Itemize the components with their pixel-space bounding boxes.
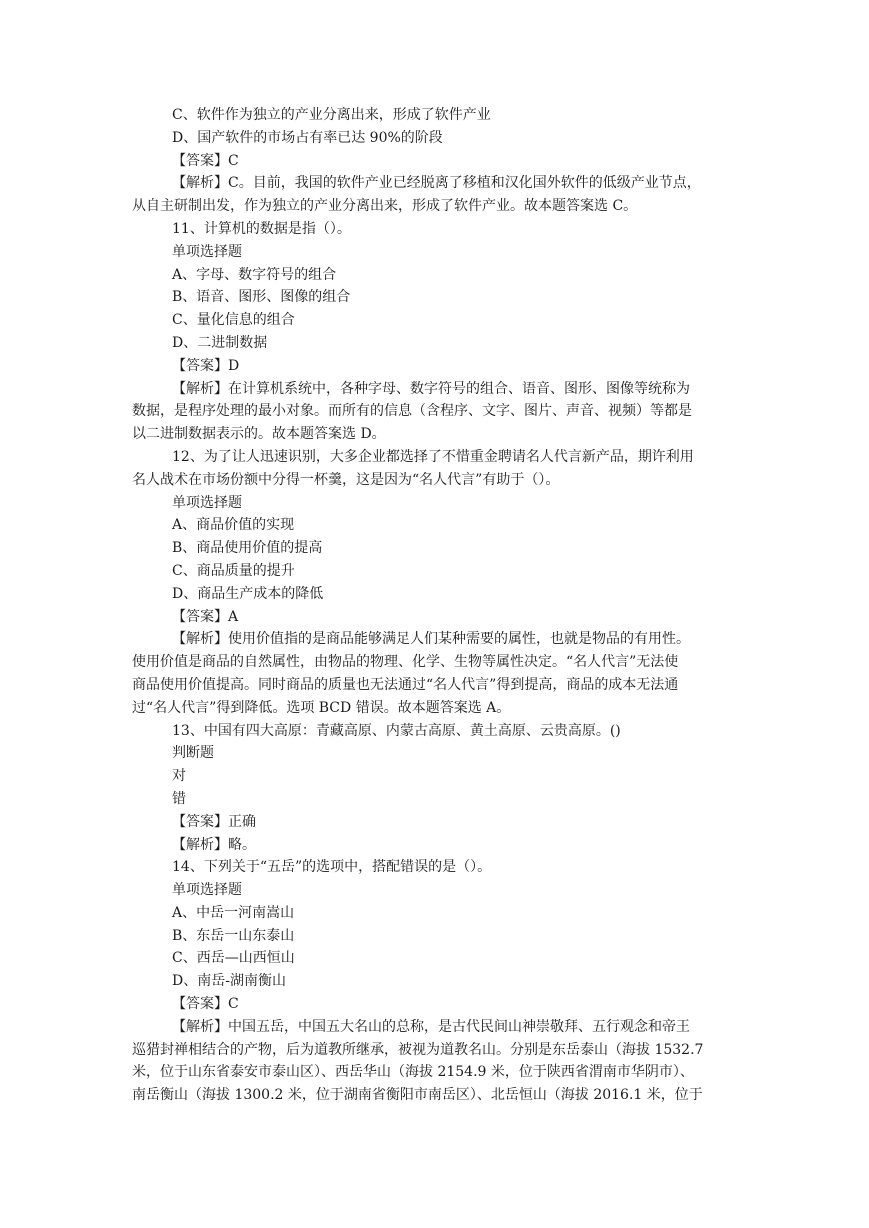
text-line: 【解析】使用价值指的是商品能够满足人们某种需要的属性，也就是物品的有用性。 — [172, 631, 690, 648]
text-line: 单项选择题 — [172, 882, 242, 899]
text-line: 单项选择题 — [172, 494, 242, 511]
text-line: 使用价值是商品的自然属性，由物品的物理、化学、生物等属性决定。“名人代言”无法使 — [132, 654, 679, 671]
text-line: 判断题 — [172, 745, 214, 762]
text-line: 米，位于山东省泰安市泰山区）、西岳华山（海拔 2154.9 米，位于陕西省渭南市华阴市）、 — [132, 1064, 694, 1081]
text-line: 【答案】D — [172, 357, 240, 374]
text-line: D、南岳-湖南衡山 — [172, 973, 286, 990]
text-line: 对 — [172, 768, 186, 785]
text-line: B、商品使用价值的提高 — [172, 540, 323, 557]
text-line: C、量化信息的组合 — [172, 312, 295, 329]
text-line: 【答案】C — [172, 152, 239, 169]
text-line: D、二进制数据 — [172, 334, 268, 351]
text-line: B、东岳一山东泰山 — [172, 927, 295, 944]
text-line: 商品使用价值提高。同时商品的质量也无法通过“名人代言”得到提高，商品的成本无法通 — [132, 676, 679, 693]
text-line: A、字母、数字符号的组合 — [172, 266, 337, 283]
text-line: 【答案】A — [172, 608, 239, 625]
text-line: 【答案】C — [172, 996, 239, 1013]
text-line: 【答案】正确 — [172, 813, 256, 830]
text-line: 单项选择题 — [172, 243, 242, 260]
text-line: 过“名人代言”得到降低。选项 BCD 错误。故本题答案选 A。 — [132, 699, 511, 716]
text-line: C、商品质量的提升 — [172, 562, 295, 579]
text-line: 13、中国有四大高原：青藏高原、内蒙古高原、黄土高原、云贵高原。() — [172, 722, 621, 739]
text-line: A、商品价值的实现 — [172, 517, 295, 534]
text-line: 【解析】在计算机系统中，各种字母、数字符号的组合、语音、图形、图像等统称为 — [172, 380, 690, 397]
text-line: 【解析】略。 — [172, 836, 256, 853]
text-line: 从自主研制出发，作为独立的产业分离出来，形成了软件产业。故本题答案选 C。 — [132, 198, 638, 215]
text-line: A、中岳一河南嵩山 — [172, 904, 295, 921]
text-line: 名人战术在市场份额中分得一杯羹，这是因为“名人代言”有助于（）。 — [132, 471, 560, 488]
text-line: 巡猎封禅相结合的产物，后为道教所继承，被视为道教名山。分别是东岳泰山（海拔 1532.7 — [132, 1041, 704, 1058]
text-line: 以二进制数据表示的。故本题答案选 D。 — [132, 426, 386, 443]
text-line: 南岳衡山（海拔 1300.2 米，位于湖南省衡阳市南岳区）、北岳恒山（海拔 2016.1 米，位于 — [132, 1087, 703, 1104]
text-line: 数据，是程序处理的最小对象。而所有的信息（含程序、文字、图片、声音、视频）等都是 — [132, 403, 692, 420]
text-line: C、软件作为独立的产业分离出来，形成了软件产业 — [172, 107, 491, 123]
text-line: D、国产软件的市场占有率已达 90%的阶段 — [172, 129, 443, 146]
text-line: 12、为了让人迅速识别，大多企业都选择了不惜重金聘请名人代言新产品，期许利用 — [172, 448, 694, 465]
text-line: 14、下列关于“五岳”的选项中，搭配错误的是（）。 — [172, 859, 492, 876]
text-line: 错 — [172, 790, 186, 807]
text-line: C、西岳—山西恒山 — [172, 950, 295, 967]
text-line: B、语音、图形、图像的组合 — [172, 289, 351, 306]
text-line: D、商品生产成本的降低 — [172, 585, 324, 602]
text-line: 11、计算机的数据是指（）。 — [172, 220, 351, 237]
document-page — [132, 104, 738, 1107]
text-line: 【解析】中国五岳，中国五大名山的总称，是古代民间山神崇敬拜、五行观念和帝王 — [172, 1018, 690, 1035]
text-line: 【解析】C。目前，我国的软件产业已经脱离了移植和汉化国外软件的低级产业节点， — [172, 175, 701, 192]
